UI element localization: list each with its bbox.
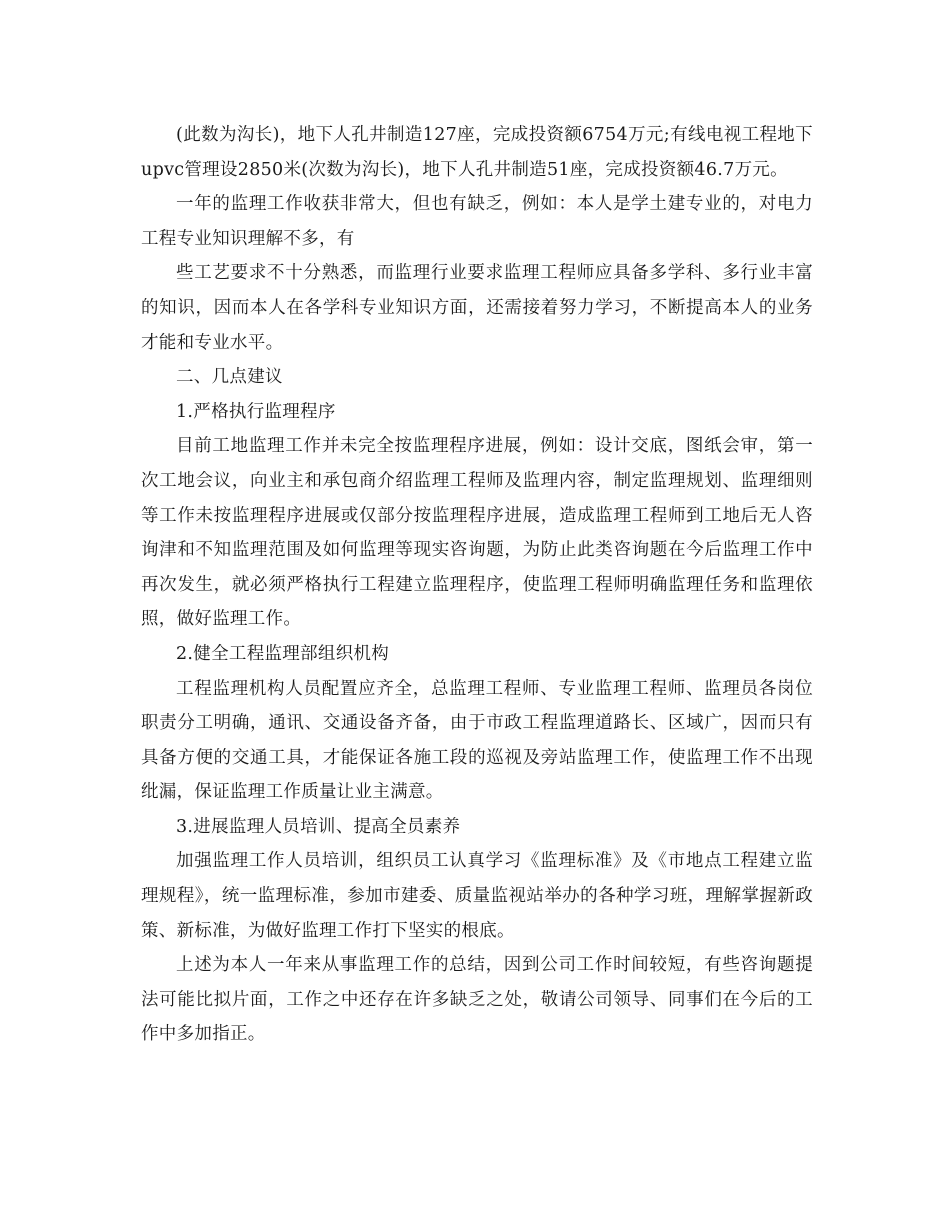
paragraph-investment-summary: (此数为沟长)，地下人孔井制造127座，完成投资额6754万元;有线电视工程地下upvc管理设2850米(次数为沟长)，地下人孔井制造51座，完成投资额46.7万元。 bbox=[141, 125, 813, 180]
document-body bbox=[141, 118, 813, 1052]
paragraph-organization: 工程监理机构人员配置应齐全，总监理工程师、专业监理工程师、监理员各岗位职责分工明确，通讯、交通设备齐备，由于市政工程监理道路长、区域广，因而只有具备方便的交通工具，才能保证各施工段的巡视及旁站监理工作，使监理工作不出现纰漏，保证监理工作质量让业主满意。 bbox=[141, 678, 813, 803]
subheading-training: 3.进展监理人员培训、提高全员素养 bbox=[176, 816, 461, 837]
subheading-organization: 2.健全工程监理部组织机构 bbox=[176, 643, 390, 664]
subheading-procedure: 1.严格执行监理程序 bbox=[176, 401, 336, 422]
paragraph-procedure: 目前工地监理工作并未完全按监理程序进展，例如：设计交底，图纸会审，第一次工地会议，向业主和承包商介绍监理工程师及监理内容，制定监理规划、监理细则等工作未按监理程序进展或仅部分按监理程序进展，造成监理工程师到工地后无人咨询津和不知监理范围及如何监理等现实咨询题，为防止此类咨询题在今后监理工作中再次发生，就必须严格执行工程建立监理程序，使监理工程师明确监理任务和监理依照，做好监理工作。 bbox=[141, 436, 813, 630]
section-heading-suggestions: 二、几点建议 bbox=[176, 367, 283, 388]
paragraph-training: 加强监理工作人员培训，组织员工认真学习《监理标准》及《市地点工程建立监理规程》，统一监理标准，参加市建委、质量监视站举办的各种学习班，理解掌握新政策、新标准，为做好监理工作打下坚实的根底。 bbox=[141, 851, 813, 941]
paragraph-shortcomings: 一年的监理工作收获非常大，但也有缺乏，例如：本人是学土建专业的，对电力工程专业知识理解不多，有 bbox=[141, 194, 813, 249]
paragraph-knowledge: 些工艺要求不十分熟悉，而监理行业要求监理工程师应具备多学科、多行业丰富的知识，因而本人在各学科专业知识方面，还需接着努力学习，不断提高本人的业务才能和专业水平。 bbox=[141, 263, 813, 353]
paragraph-conclusion: 上述为本人一年来从事监理工作的总结，因到公司工作时间较短，有些咨询题提法可能比拟片面，工作之中还存在许多缺乏之处，敬请公司领导、同事们在今后的工作中多加指正。 bbox=[141, 955, 813, 1045]
